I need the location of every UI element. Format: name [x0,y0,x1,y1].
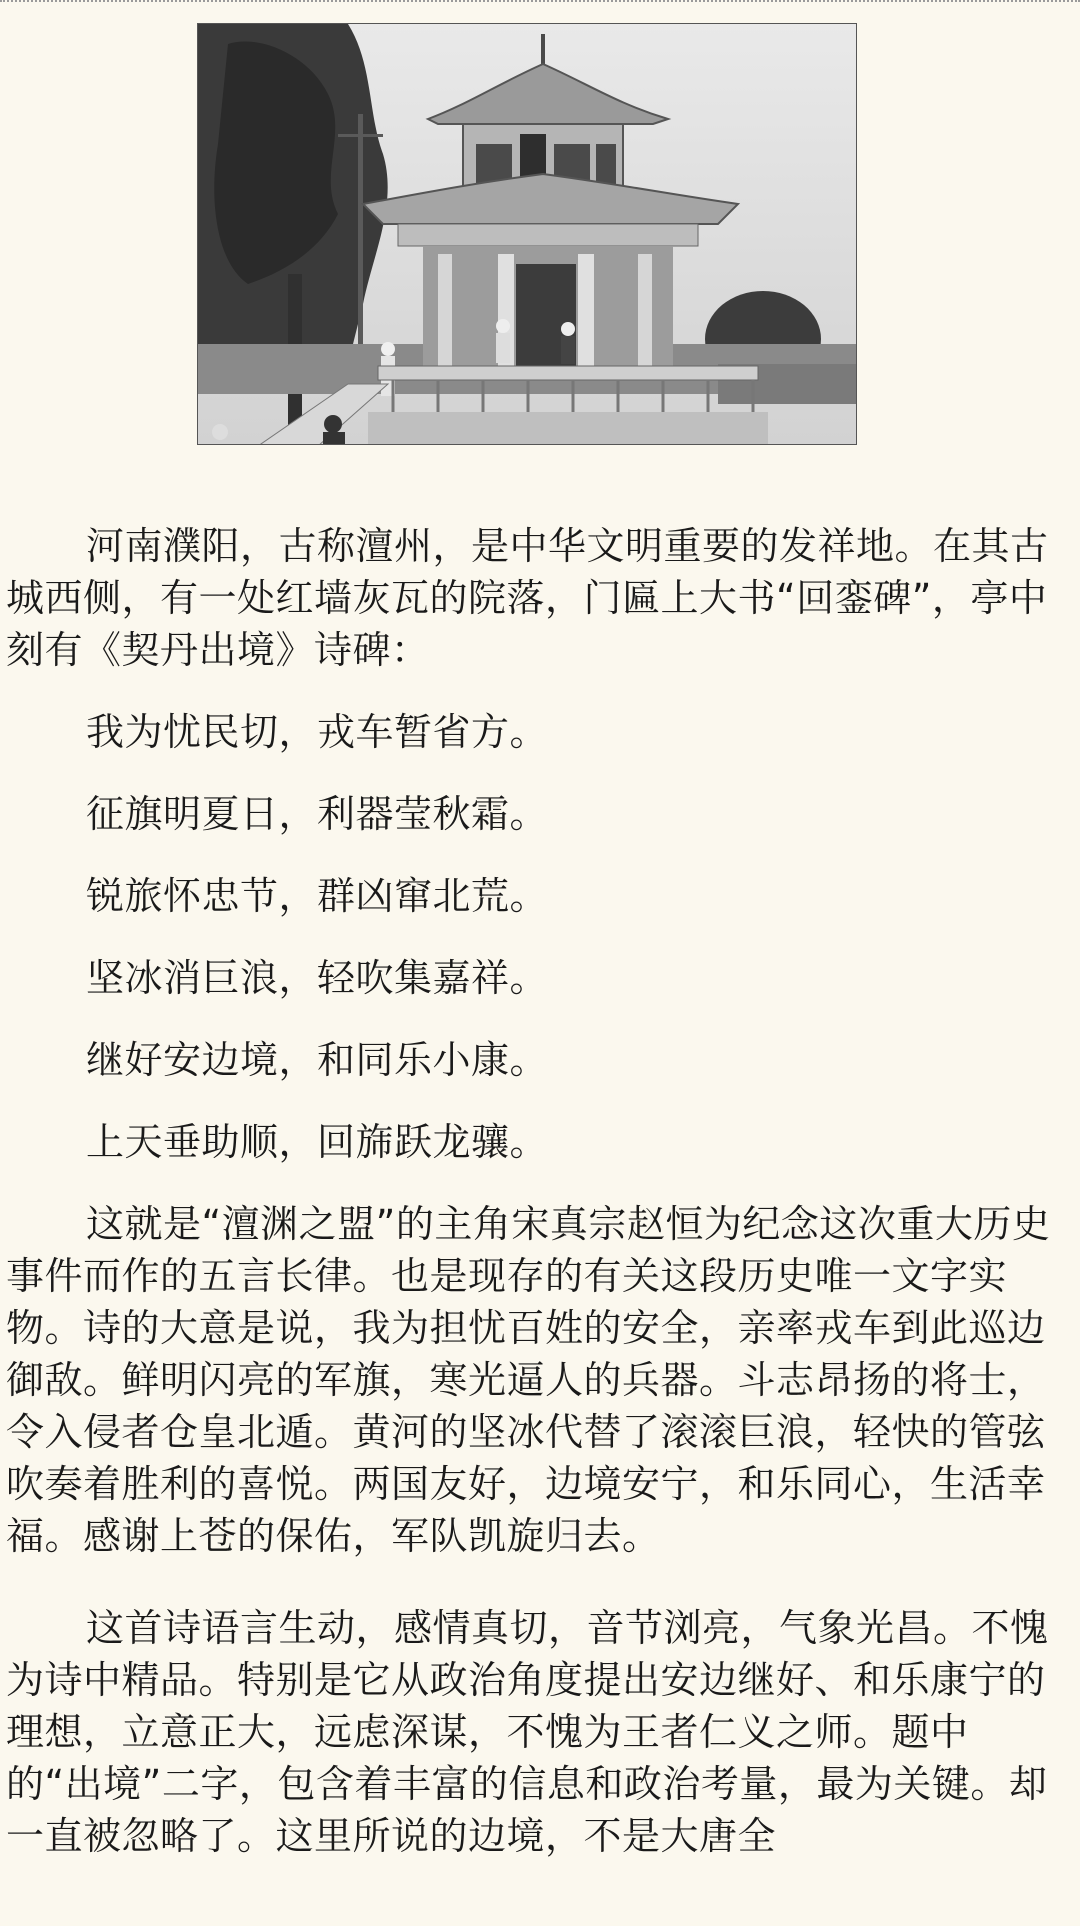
commentary-paragraph: 这首诗语言生动，感情真切，音节浏亮，气象光昌。不愧为诗中精品。特别是它从政治角度提出安边继好、和乐康宁的理想，立意正大，远虑深谋，不愧为王者仁义之师。题中的“出境”二字，包含着丰富的信息和政治考量，最为关键。却一直被忽略了。这里所说的边境，不是大唐全 [6,1606,1049,1858]
poem-line: 我为忧民切，戎车暂省方。 [86,710,549,754]
poem-line: 坚冰消巨浪，轻吹集嘉祥。 [86,956,549,1000]
top-divider [0,0,1080,2]
explanation-paragraph: 这就是“澶渊之盟”的主角宋真宗赵恒为纪念这次重大历史事件而作的五言长律。也是现存的有关这段历史唯一文字实物。诗的大意是说，我为担忧百姓的安全，亲率戎车到此巡边御敌。鲜明闪亮的军旗，寒光逼人的兵器。斗志昂扬的将士，令入侵者仓皇北遁。黄河的坚冰代替了滚滚巨浪，轻快的管弦吹奏着胜利的喜悦。两国友好，边境安宁，和乐同心，生活幸福。感谢上苍的保佑，军队凯旋归去。 [6,1202,1051,1558]
poem-line: 锐旅怀忠节，群凶窜北荒。 [86,874,549,918]
pavilion-photo-icon [198,24,857,445]
poem-line: 征旗明夏日，利器莹秋霜。 [86,792,549,836]
article-body [6,520,1052,1862]
poem-line: 上天垂助顺，回旆跃龙骧。 [86,1120,549,1164]
intro-paragraph: 河南濮阳，古称澶州，是中华文明重要的发祥地。在其古城西侧，有一处红墙灰瓦的院落，门匾上大书“回銮碑”，亭中刻有《契丹出境》诗碑： [6,524,1049,672]
poem-line: 继好安边境，和同乐小康。 [86,1038,549,1082]
pavilion-photo [197,23,857,445]
